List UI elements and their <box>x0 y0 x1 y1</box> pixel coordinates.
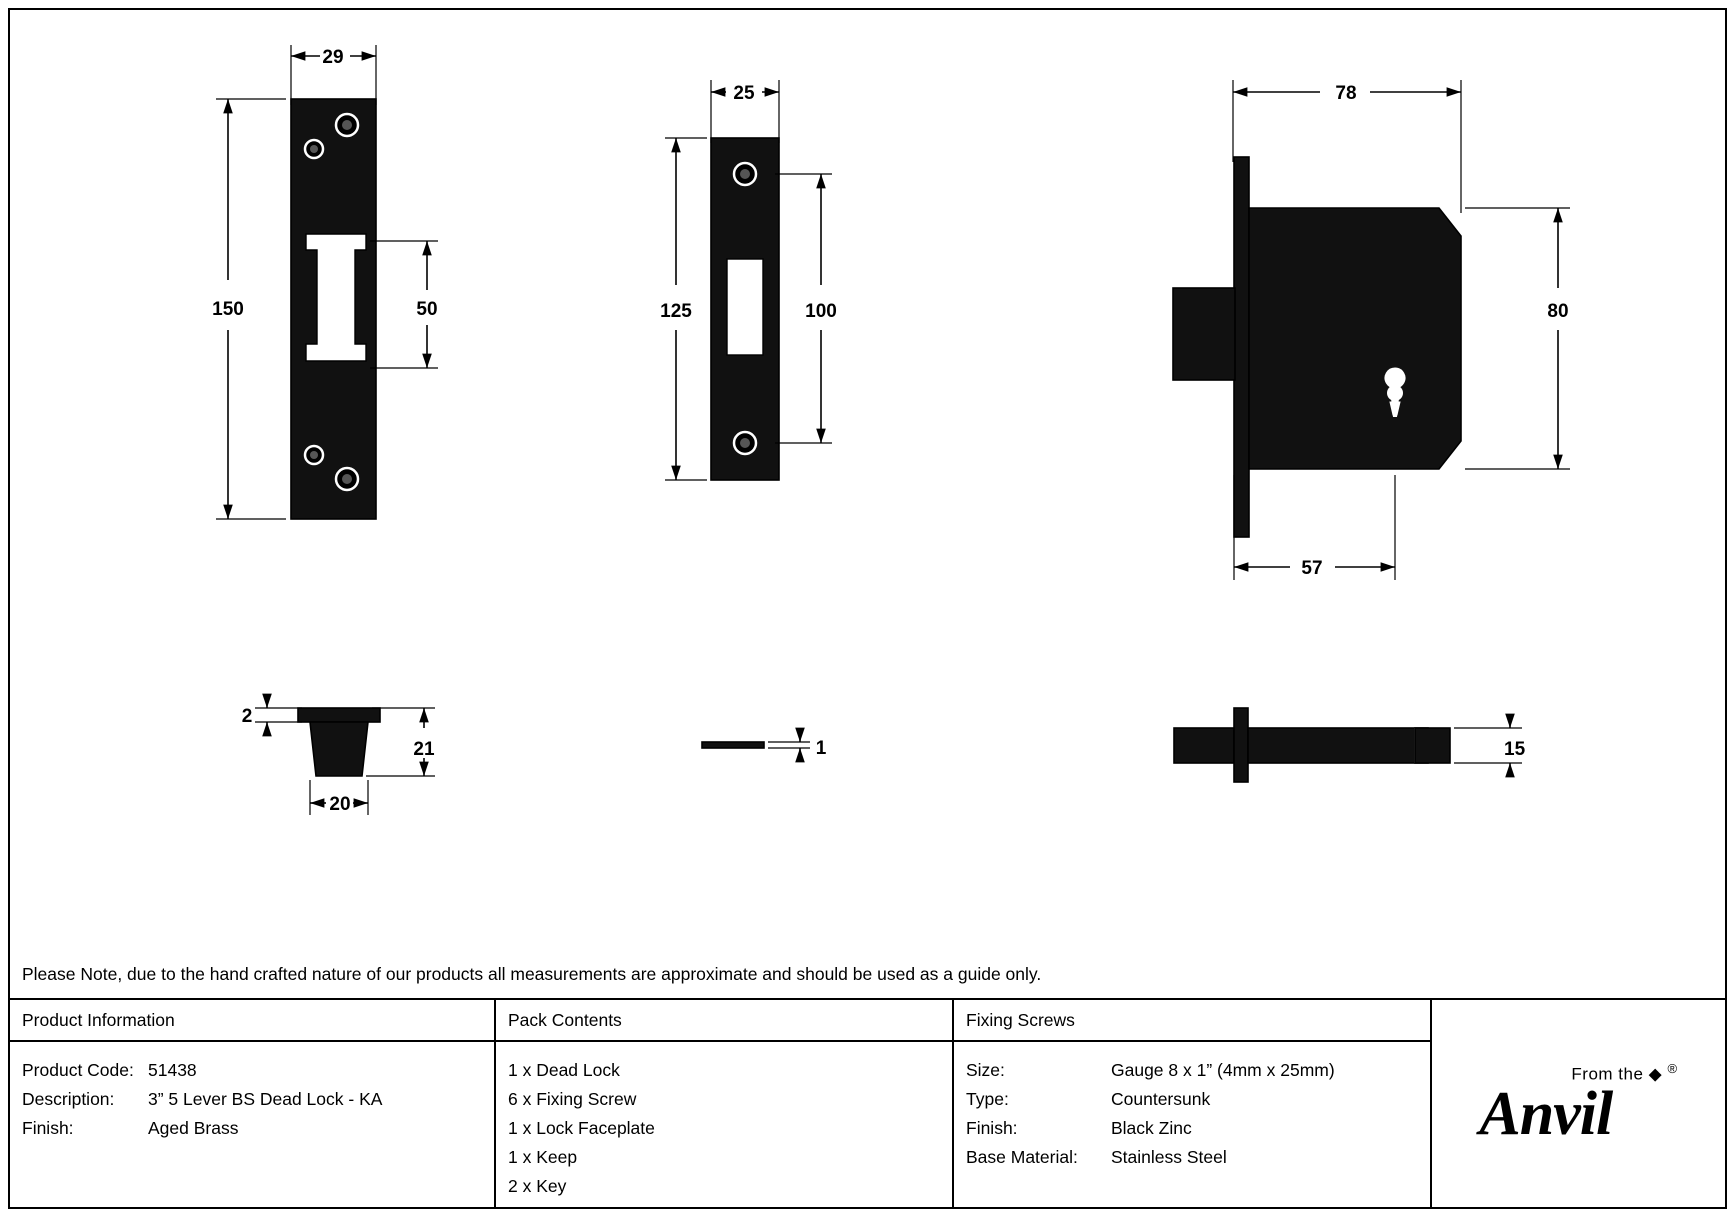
dim-faceplate-thickness: 1 <box>815 738 827 759</box>
dim-keep-lip: 2 <box>241 706 253 727</box>
anvil-logo <box>1479 1061 1678 1148</box>
fixing-screws-heading: Fixing Screws <box>954 1000 1430 1042</box>
description-value: 3” 5 Lever BS Dead Lock - KA <box>148 1089 383 1109</box>
drawing-area <box>10 10 1725 950</box>
list-item: 6 x Fixing Screw <box>508 1089 637 1109</box>
measurement-note <box>10 950 1725 1000</box>
description-label: Description: <box>22 1089 115 1109</box>
finish-label: Finish: <box>22 1118 74 1138</box>
finish-value: Aged Brass <box>148 1118 239 1138</box>
fixing-screws-column <box>954 1000 1432 1207</box>
dim-keep-height: 150 <box>212 299 244 320</box>
screw-base-material-value: Stainless Steel <box>1111 1147 1227 1167</box>
product-information-heading: Product Information <box>10 1000 494 1042</box>
screw-size-label: Size: <box>966 1060 1005 1080</box>
list-item: 2 x Key <box>508 1176 567 1196</box>
dim-faceplate-width: 25 <box>733 83 755 104</box>
dim-keep-base: 20 <box>329 794 351 815</box>
screw-type-label: Type: <box>966 1089 1009 1109</box>
screw-finish-label: Finish: <box>966 1118 1018 1138</box>
screw-type-row <box>966 1085 1430 1114</box>
product-information-column <box>10 1000 496 1207</box>
drawing-svg <box>10 10 1725 950</box>
dim-lock-length: 78 <box>1335 83 1357 104</box>
diamond-icon: ◆ <box>1648 1064 1663 1084</box>
title-block-columns <box>10 1000 1725 1207</box>
list-item: 1 x Lock Faceplate <box>508 1118 655 1138</box>
product-information-body <box>10 1042 494 1143</box>
dim-keep-slot: 50 <box>416 299 438 320</box>
brand-logo-cell <box>1432 1000 1725 1207</box>
screw-size-row <box>966 1056 1430 1085</box>
registered-mark: ® <box>1667 1061 1678 1077</box>
product-code-value: 51438 <box>148 1060 197 1080</box>
dim-faceplate-slot: 100 <box>805 301 837 322</box>
screw-base-material-label: Base Material: <box>966 1147 1078 1167</box>
fixing-screws-body <box>954 1042 1430 1172</box>
screw-finish-value: Black Zinc <box>1111 1118 1192 1138</box>
screw-base-material-row <box>966 1143 1430 1172</box>
dim-keep-depth: 21 <box>413 739 435 760</box>
dim-lock-thickness: 15 <box>1504 739 1526 760</box>
dim-lock-height: 80 <box>1547 301 1569 322</box>
dim-faceplate-height: 125 <box>660 301 692 322</box>
screw-finish-row <box>966 1114 1430 1143</box>
pack-contents-heading: Pack Contents <box>496 1000 952 1042</box>
dim-keep-width: 29 <box>322 47 344 68</box>
product-code-row <box>22 1056 494 1085</box>
screw-type-value: Countersunk <box>1111 1089 1211 1109</box>
finish-row <box>22 1114 494 1143</box>
list-item: 1 x Dead Lock <box>508 1060 620 1080</box>
logo-tagline-text: From the <box>1571 1064 1644 1084</box>
dim-lock-case-depth: 57 <box>1301 558 1323 579</box>
screw-size-value: Gauge 8 x 1” (4mm x 25mm) <box>1111 1060 1335 1080</box>
measurement-note-text: Please Note, due to the hand crafted nature of our products all measurements are approximate and should be used as a guide only. <box>22 963 1042 984</box>
pack-contents-list <box>496 1042 952 1201</box>
list-item: 1 x Keep <box>508 1147 578 1167</box>
title-block <box>10 950 1725 1207</box>
logo-wordmark: Anvil <box>1479 1079 1613 1148</box>
pack-contents-column <box>496 1000 954 1207</box>
product-code-label: Product Code: <box>22 1060 134 1080</box>
description-row <box>22 1085 494 1114</box>
